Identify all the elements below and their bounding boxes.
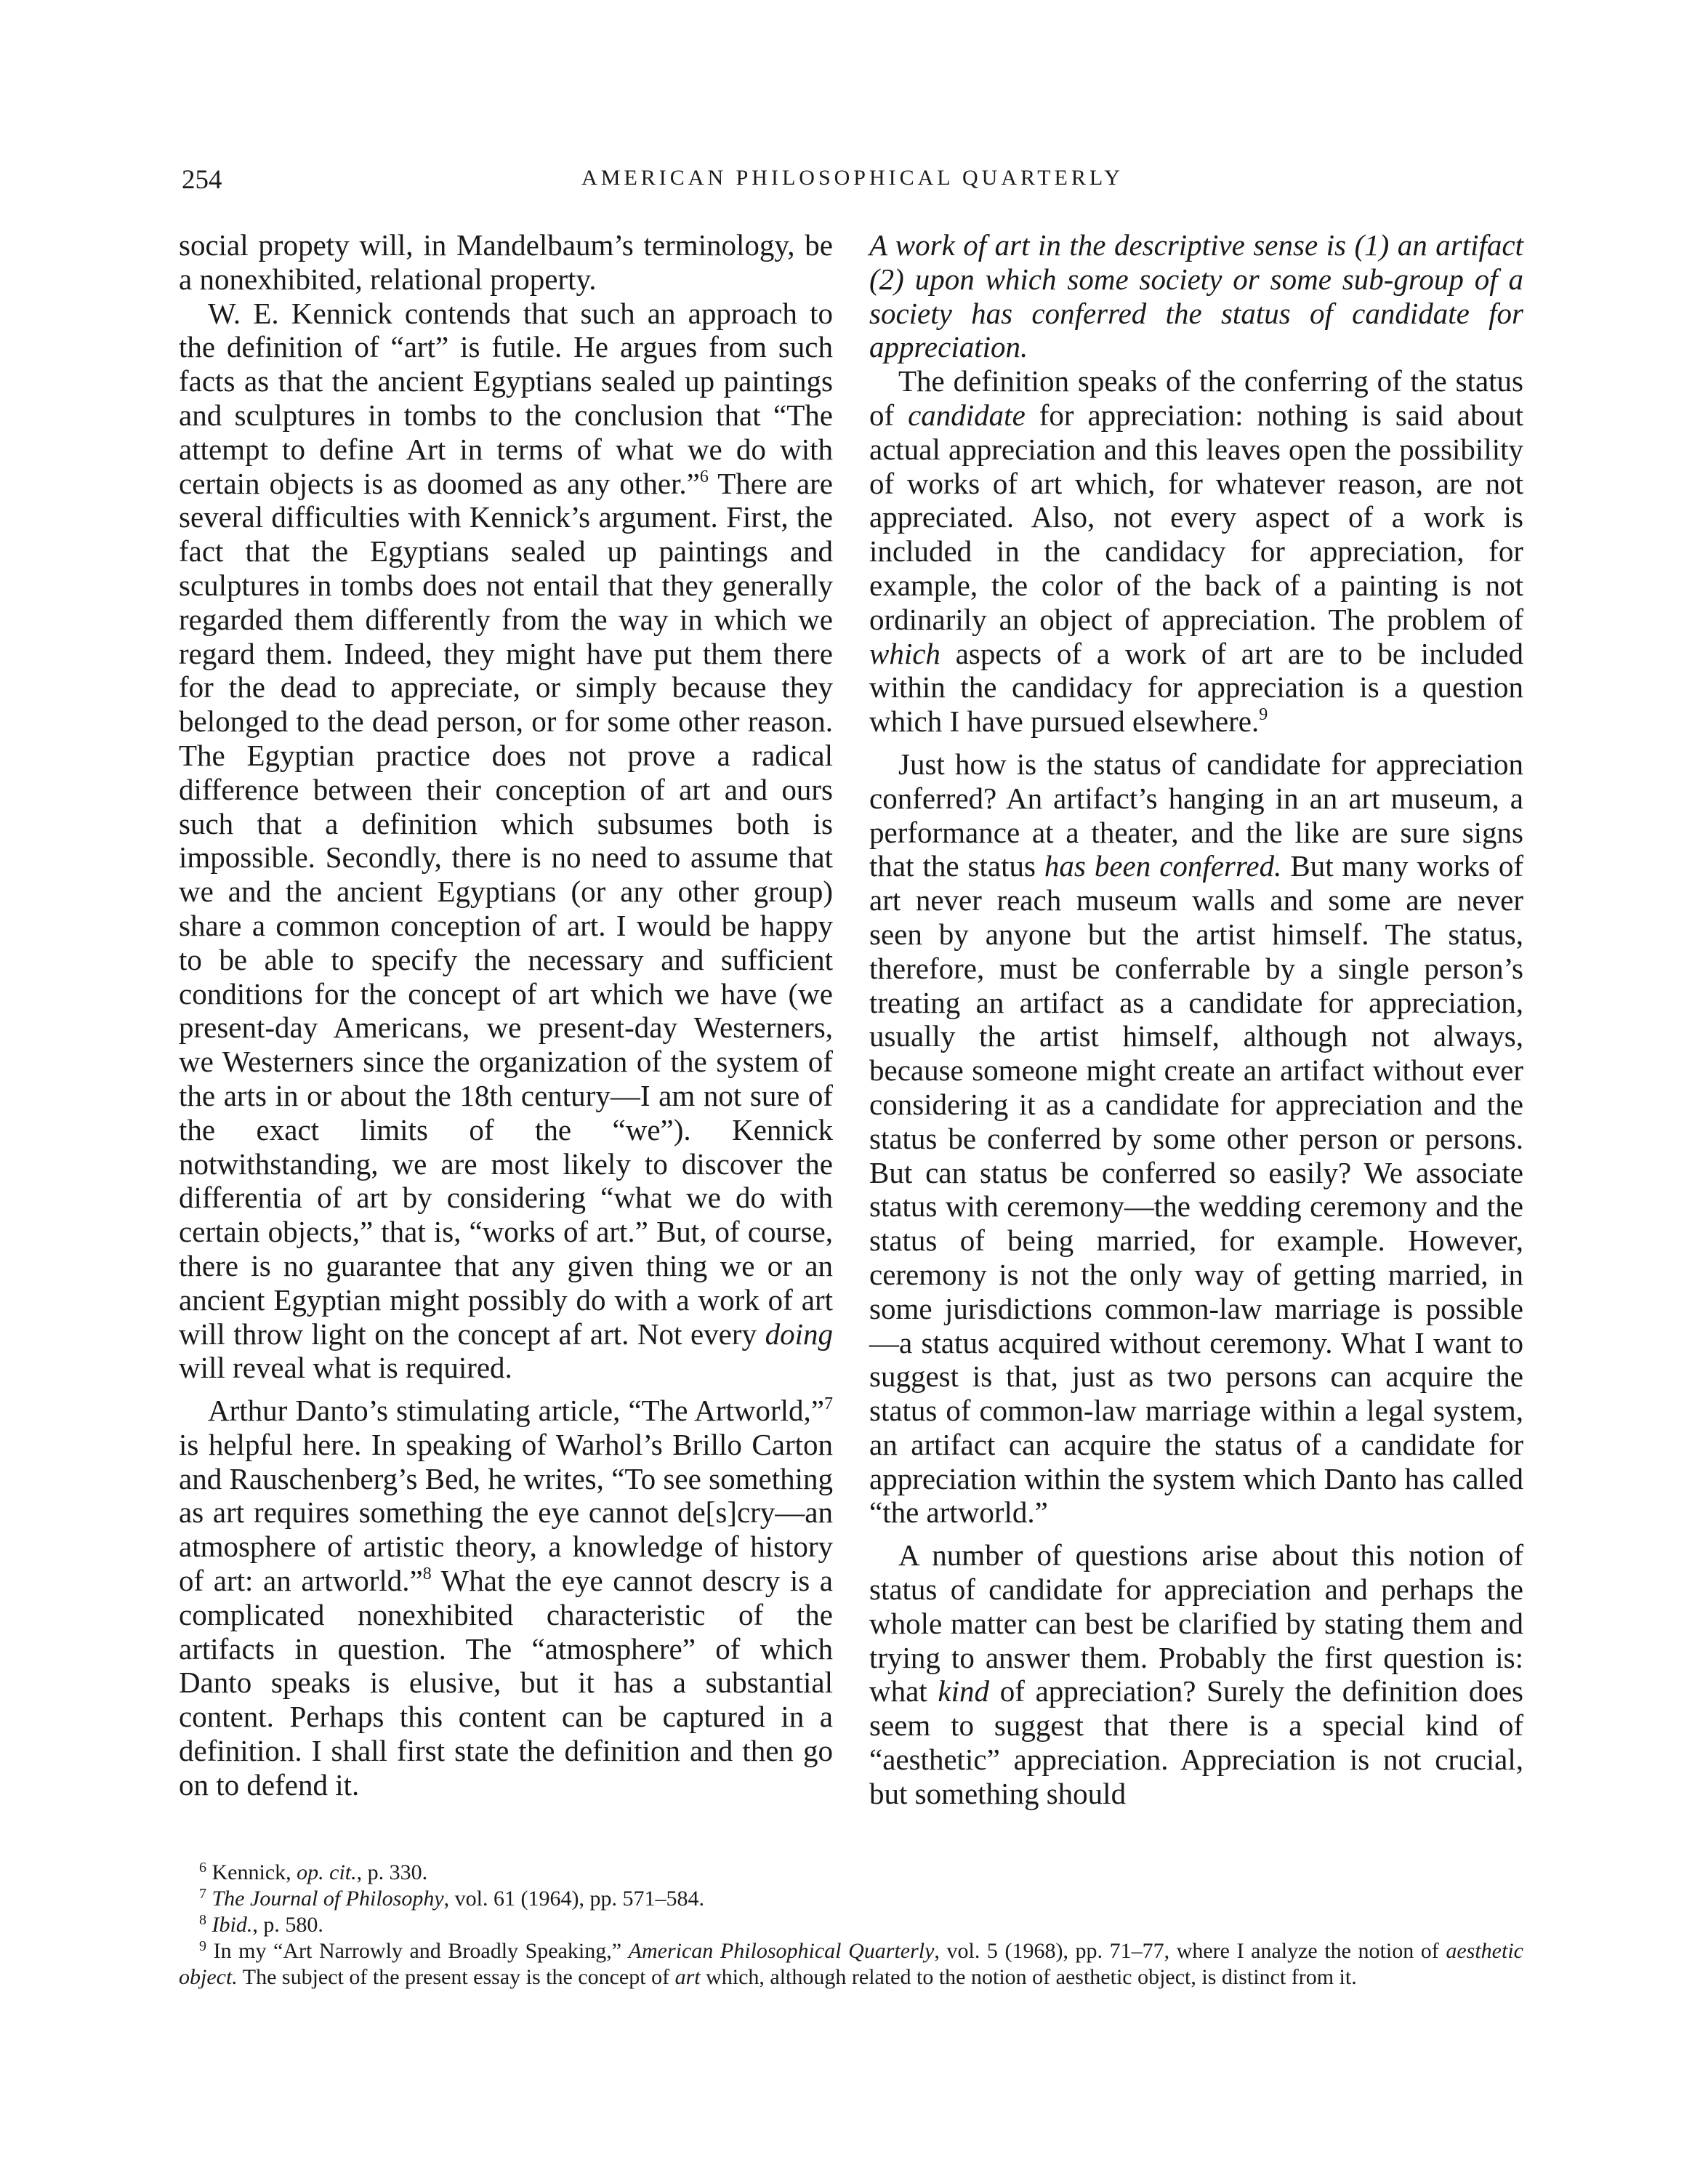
text-run <box>206 1913 212 1937</box>
right-column <box>869 228 1523 1811</box>
paragraph <box>869 747 1523 1530</box>
footnote <box>179 1886 1523 1912</box>
footnotes <box>179 1860 1523 1991</box>
page-header <box>182 164 1523 201</box>
emphasis: kind <box>938 1674 990 1708</box>
text-run <box>206 1887 212 1911</box>
paragraph <box>869 1538 1523 1810</box>
emphasis: Ibid. <box>212 1913 253 1937</box>
text-run: But many works of art never reach museum walls and some are never seen by anyone but the artist himself. The status, therefore, must be conferrable by a single person’s treating an artifact as a candidate for appreciation, usually the artist himself, although not always, because someone might create an artifact without ever considering it as a candidate for appreciation and the status be conferred by some other person or persons. But can status be conferred so easily? We associate status with ceremony—the wedding ceremony and the status of being married, for example. However, ceremony is not the only way of getting married, in some jurisdictions common-law marriage is possible—a status acquired without ceremony. What I want to suggest is that, just as two persons can acquire the status of common-law marriage within a legal system, an artifact can acquire the status of a candidate for appreciation within the system which Danto has called “the artworld.” <box>869 849 1524 1530</box>
footnote-ref: 8 <box>422 1565 432 1584</box>
footnote-mark: 9 <box>199 1938 206 1954</box>
text-run: of appreciation? Surely the definition does seem to suggest that there is a special kind of “aesthetic” appreciation. Appreciation is not crucial, but something should <box>869 1674 1523 1810</box>
footnote-mark: 6 <box>199 1860 206 1876</box>
text-run: social propety will, in Mandelbaum’s terminology, be a nonexhibited, relational property. <box>179 228 833 296</box>
text-run: Kennick, <box>206 1860 297 1884</box>
text-run: , p. 330. <box>356 1860 428 1884</box>
text-run: will reveal what is required. <box>179 1351 512 1385</box>
paragraph <box>179 1394 833 1802</box>
paragraph <box>179 297 833 1386</box>
footnote <box>179 1912 1523 1938</box>
text-run: Just how is the status of candidate for appreciation conferred? An artifact’s hanging in an art museum, a performance at a theater, and the like are sure signs that the status <box>869 747 1523 883</box>
paragraph <box>179 228 833 297</box>
emphasis: The Journal of Philosophy <box>212 1887 444 1911</box>
footnote-ref: 7 <box>824 1394 833 1414</box>
footnote <box>179 1860 1523 1886</box>
text-run: , vol. 5 (1968), pp. 71–77, where I analyze the notion of <box>934 1939 1446 1963</box>
text-run: There are several difficulties with Kennick’s argument. First, the fact that the Egyptians sealed up paintings and sculptures in tombs does not entail that they generally regarded them differently from the way in which we regard them. Indeed, they might have put them there for the dead to appreciate, or simply because they belonged to the dead person, or for some other reason. The Egyptian practice does not prove a radical difference between their conception of art and ours such that a definition which subsumes both is impossible. Secondly, there is no need to assume that we and the ancient Egyptians (or any other group) share a common conception of art. I would be happy to be able to specify the necessary and sufficient conditions for the concept of art which we have (we present-day Americans, we present-day Westerners, we Westerners since the organization of the system of the arts in or about the 18th century—I am not sure of the exact limits of the “we”). Kennick notwithstanding, we are most likely to discover the differentia of art by considering “what we do with certain objects,” that is, “works of art.” But, of course, there is no guarantee that any given thing we or an ancient Egyptian might possibly do with a work of art will throw light on the concept af art. Not every <box>179 466 833 1351</box>
emphasis: has been conferred. <box>1044 849 1282 883</box>
text-run: , p. 580. <box>252 1913 323 1937</box>
emphasis: which <box>869 636 940 670</box>
footnote <box>179 1938 1523 1991</box>
emphasis: op. cit. <box>297 1860 357 1884</box>
footnote-mark: 7 <box>199 1886 206 1902</box>
text-run: A number of questions arise about this notion of status of candidate for appreciation and perhaps the whole matter can best be clarified by stating them and trying to answer them. Probably the first question is: what <box>869 1538 1523 1708</box>
text-run: for appreciation: nothing is said about actual appreciation and this leaves open the possibility of works of art which, for whatever reason, are not appreciated. Also, not every aspect of a work is included in the candidacy for appreciation, for example, the color of the back of a painting is not ordinarily an object of appreciation. The problem of <box>869 398 1523 636</box>
text-run: aspects of a work of art are to be included within the candidacy for appreciation is a question which I have pursued elsewhere. <box>869 636 1523 739</box>
running-head: AMERICAN PHILOSOPHICAL QUARTERLY <box>581 166 1124 190</box>
emphasis: American Philosophical Quarterly <box>628 1939 935 1963</box>
emphasis: doing <box>765 1317 833 1351</box>
emphasis: aesthetic object. <box>179 1939 1523 1989</box>
footnote-ref: 6 <box>699 467 709 486</box>
footnote-mark: 8 <box>199 1912 206 1928</box>
text-run: The subject of the present essay is the concept of <box>237 1965 675 1989</box>
text-run: Arthur Danto’s stimulating article, “The Artworld,” <box>208 1394 824 1428</box>
text-run: The definition speaks of the conferring of the status of <box>869 364 1523 432</box>
text-run: is helpful here. In speaking of Warhol’s Brillo Carton and Rauschenberg’s Bed, he writes, “To see something as art requires something the eye cannot de[s]cry—an atmosphere of artistic theory, a knowledge of history of art: an artworld.” <box>179 1427 833 1598</box>
text-run: What the eye cannot descry is a complicated nonexhibited characteristic of the artifacts in question. The “atmosphere” of which Danto speaks is elusive, but it has a substantial content. Perhaps this content can be captured in a definition. I shall first state the definition and then go on to defend it. <box>179 1564 833 1802</box>
emphasis: candidate <box>908 398 1026 432</box>
definition: A work of art in the descriptive sense is (1) an artifact (2) upon which some society or some sub-group of a society has conferred the status of candidate for appreciation. <box>869 228 1523 364</box>
text-run: In my “Art Narrowly and Broadly Speaking,” <box>206 1939 629 1963</box>
text-run: W. E. Kennick contends that such an approach to the definition of “art” is futile. He argues from such facts as that the ancient Egyptians sealed up paintings and sculptures in tombs to the conclusion that “The attempt to define Art in terms of what we do with certain objects is as doomed as any other.” <box>179 296 833 500</box>
page-number: 254 <box>182 165 222 195</box>
left-column <box>179 228 833 1802</box>
paragraph <box>869 364 1523 739</box>
text-run: which, although related to the notion of aesthetic object, is distinct from it. <box>700 1965 1357 1989</box>
footnote-ref: 9 <box>1259 705 1268 725</box>
text-run: , vol. 61 (1964), pp. 571–584. <box>443 1887 704 1911</box>
emphasis: art <box>674 1965 701 1989</box>
